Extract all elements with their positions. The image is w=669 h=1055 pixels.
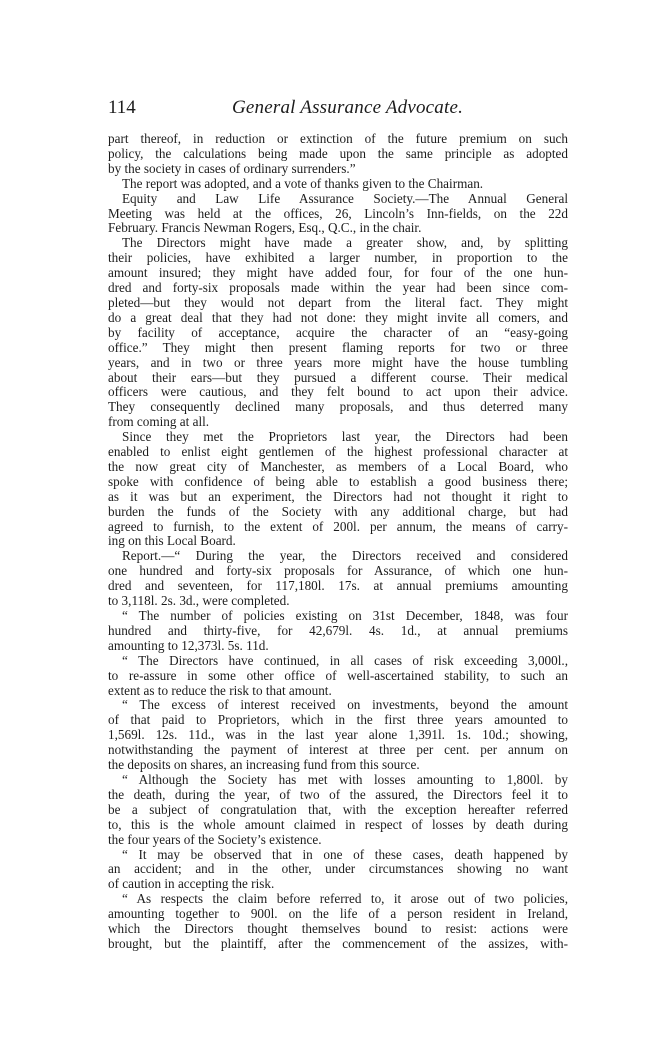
text-line: office.” They might then present flaming reports for two or three xyxy=(108,339,568,355)
text-line: “ The Directors have continued, in all cases of risk exceeding 3,000l., xyxy=(122,652,568,668)
text-line: The report was adopted, and a vote of thanks given to the Chairman. xyxy=(122,175,484,191)
text-line: do a great deal that they had not done: they might invite all comers, and xyxy=(108,309,568,325)
text-line: brought, but the plaintiff, after the commencement of the assizes, with- xyxy=(108,935,568,951)
text-line: years, and in two or three years more might have the house tumbling xyxy=(108,354,568,370)
text-line: They consequently declined many proposals, and thus deterred many xyxy=(108,399,568,415)
text-line: to, this is the whole amount claimed in respect of losses by death during xyxy=(108,816,568,832)
page-header xyxy=(108,97,568,119)
text-line: Meeting was held at the offices, 26, Lincoln’s Inn-fields, on the 22d xyxy=(108,205,568,221)
text-line: be a subject of congratulation that, with the exception hereafter referred xyxy=(108,801,568,817)
text-line: The Directors might have made a greater show, and, by splitting xyxy=(122,235,568,251)
text-line: burden the funds of the Society with any additional charge, but had xyxy=(108,503,568,519)
text-line: extent as to reduce the risk to that amount. xyxy=(108,682,332,698)
text-line: to 3,118l. 2s. 3d., were completed. xyxy=(108,593,290,609)
text-line: enabled to enlist eight gentlemen of the highest professional character at xyxy=(108,444,568,460)
text-line: “ Although the Society has met with losses amounting to 1,800l. by xyxy=(122,771,568,787)
text-line: of that paid to Proprietors, which in the first three years amounted to xyxy=(108,712,568,728)
text-line: part thereof, in reduction or extinction of the future premium on such xyxy=(108,131,568,146)
text-line: amounting together to 900l. on the life of a person resident in Ireland, xyxy=(108,906,568,922)
text-line: spoke with confidence of being able to establish a good business there; xyxy=(108,473,568,489)
text-line: amount insured; they might have added four, for four of the one hun- xyxy=(108,265,568,281)
text-line: an accident; and in the other, under circumstances showing no want xyxy=(108,861,568,877)
text-line: amounting to 12,373l. 5s. 11d. xyxy=(108,637,269,653)
text-line: about their ears—but they pursued a different course. Their medical xyxy=(108,369,568,385)
text-line: the four years of the Society’s existence. xyxy=(108,831,322,847)
page-number: 114 xyxy=(108,97,136,118)
body-text xyxy=(108,132,568,952)
text-line: 1,569l. 12s. 11d., was in the last year alone 1,391l. 1s. 10d.; showing, xyxy=(108,727,568,743)
text-line: ing on this Local Board. xyxy=(108,533,236,549)
text-line: policy, the calculations being made upon the same principle as adopted xyxy=(108,145,568,161)
text-line: by the society in cases of ordinary surrenders.” xyxy=(108,160,356,176)
text-line: notwithstanding the payment of interest at three per cent. per annum on xyxy=(108,742,568,758)
text-line: the deposits on shares, an increasing fund from this source. xyxy=(108,757,420,773)
text-line: “ As respects the claim before referred to, it arose out of two policies, xyxy=(122,891,568,907)
text-line: Report.—“ During the year, the Directors received and considered xyxy=(122,548,568,564)
text-line: Since they met the Proprietors last year, the Directors had been xyxy=(122,429,568,445)
text-line: pleted—but they would not depart from the literal fact. They might xyxy=(108,294,568,310)
text-line: “ The excess of interest received on investments, beyond the amount xyxy=(122,697,568,713)
text-line: which the Directors thought themselves bound to resist: actions were xyxy=(108,921,568,937)
text-line: Equity and Law Life Assurance Society.—The Annual General xyxy=(122,190,568,206)
text-line: the death, during the year, of two of the assured, the Directors feel it to xyxy=(108,786,568,802)
text-line: hundred and thirty-five, for 42,679l. 4s. 1d., at annual premiums xyxy=(108,622,568,638)
text-line: as it was but an experiment, the Directors had not thought it right to xyxy=(108,488,568,504)
text-line: by facility of acceptance, acquire the character of an “easy-going xyxy=(108,324,568,340)
text-line: February. Francis Newman Rogers, Esq., Q.C., in the chair. xyxy=(108,220,422,236)
text-line: one hundred and forty-six proposals for Assurance, of which one hun- xyxy=(108,563,568,579)
text-line: from coming at all. xyxy=(108,414,210,430)
text-line: to re-assure in some other office of well-ascertained stability, to such an xyxy=(108,667,568,683)
text-line: “ The number of policies existing on 31st December, 1848, was four xyxy=(122,608,568,623)
running-title: General Assurance Advocate. xyxy=(232,97,464,118)
text-line: agreed to furnish, to the extent of 200l. per annum, the means of carry- xyxy=(108,518,568,534)
text-line: their policies, have exhibited a larger number, in proportion to the xyxy=(108,250,568,266)
text-line: dred and forty-six proposals made within the year had been since com- xyxy=(108,280,568,296)
text-line: officers were cautious, and they felt bound to act upon their advice. xyxy=(108,384,568,400)
text-line: of caution in accepting the risk. xyxy=(108,876,275,892)
text-line: the now great city of Manchester, as members of a Local Board, who xyxy=(108,458,568,474)
text-line: dred and seventeen, for 117,180l. 17s. at annual premiums amounting xyxy=(108,578,568,594)
text-line: “ It may be observed that in one of these cases, death happened by xyxy=(122,846,568,862)
